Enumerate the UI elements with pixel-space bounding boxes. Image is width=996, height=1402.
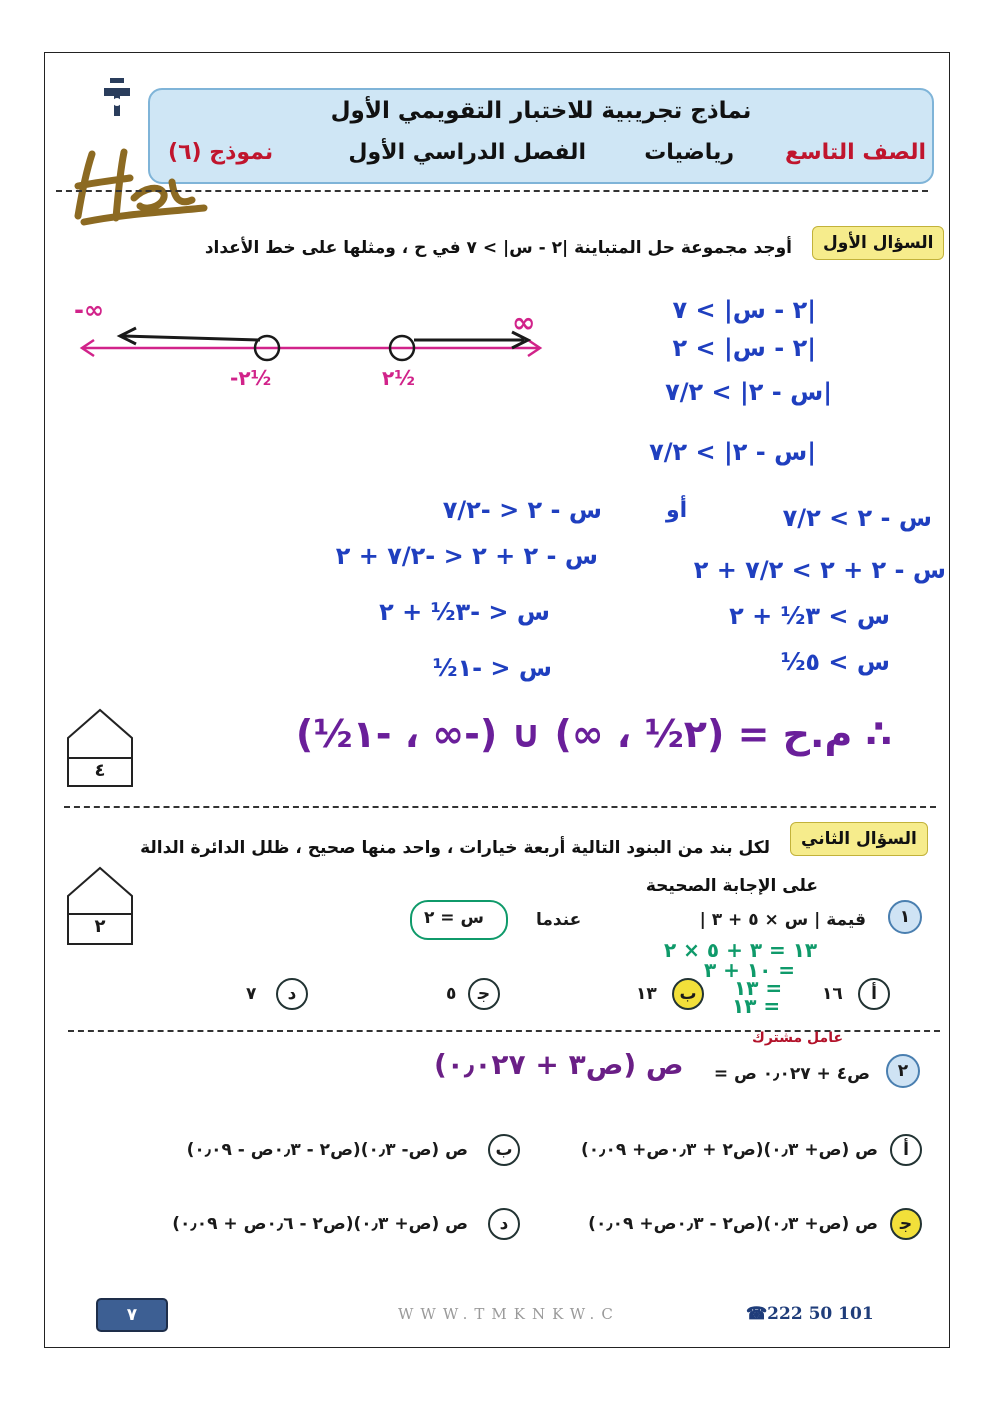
q1-divider: [64, 806, 936, 808]
item1-option-c-text: ٥: [446, 984, 457, 1004]
hw-case-a: س - ٢ > ٧/٢: [782, 504, 932, 532]
item2-option-b-text: ص (ص- ٠٫٣)(ص٢ - ٠٫٣ص - ٠٫٠٩): [186, 1140, 468, 1160]
exam-title: نماذج تجريبية للاختبار التقويمي الأول: [330, 98, 752, 124]
q2-text-line2: على الإجابة الصحيحة: [645, 876, 818, 896]
header-divider: [56, 190, 928, 192]
item1-option-d-text: ٧: [246, 984, 257, 1004]
q1-badge: السؤال الأول: [812, 226, 944, 260]
hw-solution-set: ∴ م.ح = (٢½ ، ∞) ∪ (-∞ ، -١½): [295, 712, 892, 756]
semester-label: الفصل الدراسي الأول: [348, 140, 586, 165]
hw-step: |٢ - س| > ٢: [672, 334, 816, 362]
item1-condition: س = ٢: [424, 908, 484, 928]
signature-stamp: [64, 142, 214, 232]
item2-option-c-text: ص (ص+ ٠٫٣)(ص٢ - ٠٫٣ص+ ٠٫٠٩): [588, 1214, 878, 1234]
item1-work: ١٣ =: [734, 976, 783, 1000]
item1-option-d[interactable]: د: [276, 978, 308, 1010]
hw-or: أو: [666, 498, 688, 523]
footer-phone: ☎222 50 101: [746, 1304, 874, 1324]
item2-work: ص (ص٣ + ٠٫٠٢٧): [434, 1048, 684, 1081]
hw-case-a: س > ٥½: [780, 648, 890, 676]
point-left-label: -٢½: [230, 366, 272, 390]
hw-case-a: س - ٢ + ٢ > ٧/٢ + ٢: [693, 556, 946, 584]
item2-option-c[interactable]: ﺟ: [890, 1208, 922, 1240]
q2-badge: السؤال الثاني: [790, 822, 928, 856]
subject-label: رياضيات: [644, 140, 734, 165]
hw-step: |س - ٢| > ٧/٢: [665, 378, 832, 406]
item1-option-b-text: ١٣: [636, 984, 657, 1004]
item2-option-a-text: ص (ص+ ٠٫٣)(ص٢ + ٠٫٣ص+ ٠٫٠٩): [580, 1140, 878, 1160]
item1-number: ١: [888, 900, 922, 934]
item2-note: عامل مشترك: [752, 1030, 844, 1046]
item1-when: عندما: [536, 910, 582, 930]
footer-url[interactable]: WWW.TMKNKW.C: [398, 1305, 620, 1323]
pos-infinity-label: ∞: [512, 306, 536, 339]
item2-option-d[interactable]: د: [488, 1208, 520, 1240]
item1-option-c[interactable]: ﺟ: [468, 978, 500, 1010]
hw-case-b: س - ٢ + ٢ < -٧/٢ + ٢: [335, 542, 598, 570]
hw-step: |٢ - س| > ٧: [672, 296, 816, 324]
hw-case-a: س > ٣½ + ٢: [729, 602, 890, 630]
item1-work: ١٠ + ٣ =: [704, 958, 796, 982]
header-banner: [148, 88, 934, 184]
item1-work: ١٣ =: [732, 994, 781, 1018]
hw-case-b: س < -٣½ + ٢: [379, 598, 550, 626]
number-line: [60, 296, 560, 406]
item2-number: ٢: [886, 1054, 920, 1088]
q2-score: ٢: [94, 916, 106, 937]
item1-work: ١٣ = ٣ + ٥ × ٢: [664, 938, 818, 962]
item1-option-a-text: ١٦: [822, 984, 843, 1004]
q1-score: ٤: [94, 760, 106, 781]
q2-text-line1: لكل بند من البنود التالية أربعة خيارات ، واحد منها صحيح ، ظلل الدائرة الدالة: [140, 838, 770, 858]
logo-icon: [100, 76, 134, 124]
grade-label: الصف التاسع: [784, 140, 926, 165]
point-right-label: ٢½: [382, 366, 415, 390]
item1-option-b[interactable]: ب: [672, 978, 704, 1010]
q1-score-house: [66, 708, 134, 792]
neg-infinity-label: -∞: [74, 296, 104, 324]
item2-prompt: ص٤ + ٠٫٠٢٧ ص =: [713, 1064, 870, 1084]
model-label: نموذج (٦): [168, 140, 274, 165]
item1-option-a[interactable]: أ: [858, 978, 890, 1010]
item2-option-b[interactable]: ب: [488, 1134, 520, 1166]
q2-score-house: [66, 866, 134, 950]
item2-option-d-text: ص (ص+ ٠٫٣)(ص٢ - ٠٫٦ص + ٠٫٠٩): [172, 1214, 468, 1234]
page-number: ٧: [96, 1298, 168, 1332]
item1-prompt: قيمة | س × ٥ + ٣ |: [699, 910, 866, 930]
q1-text: أوجد مجموعة حل المتباينة |٢ - س| > ٧ في ح ، ومثلها على خط الأعداد: [204, 238, 792, 258]
hw-case-b: س < -١½: [432, 654, 552, 682]
item2-option-a[interactable]: أ: [890, 1134, 922, 1166]
hw-step: |س - ٢| > ٧/٢: [649, 438, 816, 466]
hw-case-b: س - ٢ < -٧/٢: [442, 496, 602, 524]
